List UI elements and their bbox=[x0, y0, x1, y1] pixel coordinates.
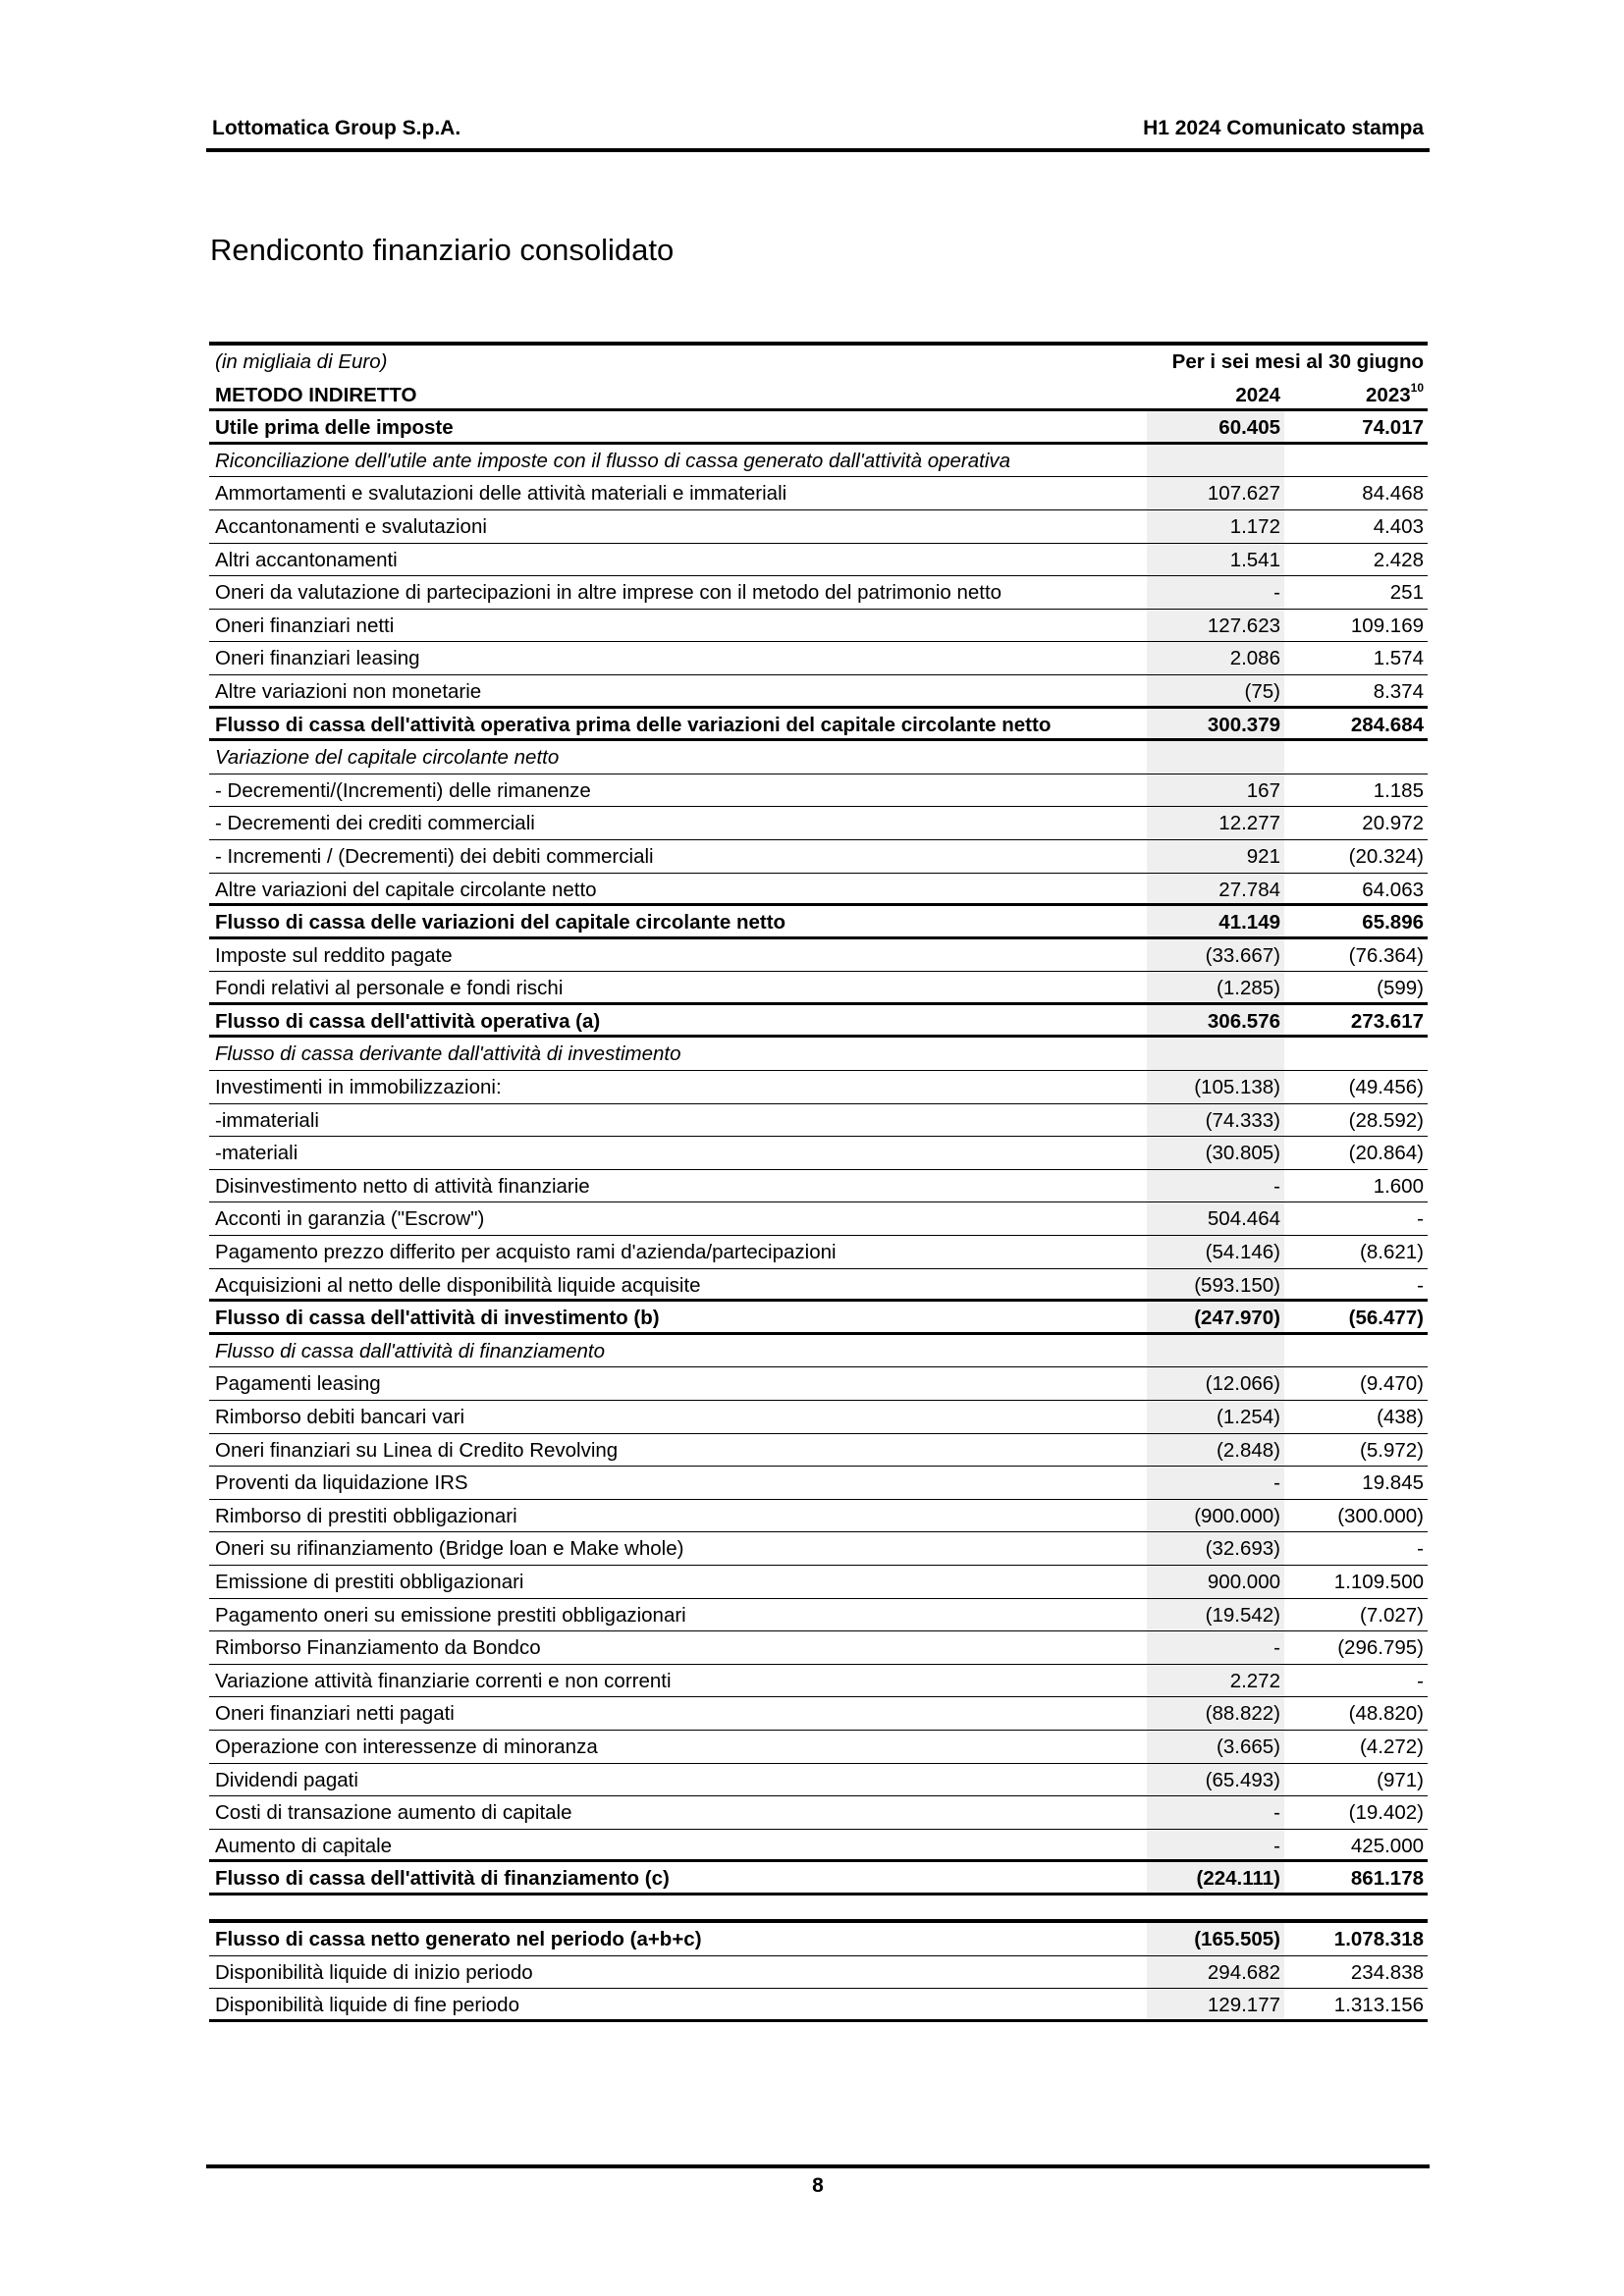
table-row bbox=[209, 1566, 1428, 1599]
value-2024: - bbox=[1147, 1170, 1284, 1202]
value-2023: 74.017 bbox=[1362, 416, 1424, 440]
value-2023: (971) bbox=[1377, 1768, 1424, 1791]
table-row bbox=[209, 1170, 1428, 1203]
value-2024: (30.805) bbox=[1147, 1137, 1284, 1169]
table-row bbox=[209, 1862, 1428, 1896]
row-label: Disponibilità liquide di fine periodo bbox=[215, 1994, 519, 2017]
table-row bbox=[209, 1830, 1428, 1863]
value-2023: 234.838 bbox=[1350, 1960, 1424, 1984]
table-row bbox=[209, 1500, 1428, 1533]
row-label: Variazione attività finanziarie correnti e non correnti bbox=[215, 1669, 672, 1692]
value-2023: (19.402) bbox=[1348, 1801, 1424, 1825]
value-2023: - bbox=[1417, 1669, 1424, 1692]
value-2024 bbox=[1147, 1038, 1284, 1070]
table-row bbox=[209, 1038, 1428, 1071]
value-2024: (88.822) bbox=[1147, 1697, 1284, 1730]
value-2023: (20.324) bbox=[1348, 844, 1424, 868]
value-2024: - bbox=[1147, 1467, 1284, 1499]
value-2023: 425.000 bbox=[1350, 1834, 1424, 1857]
table-row bbox=[209, 1302, 1428, 1335]
value-2024: 2.272 bbox=[1147, 1665, 1284, 1697]
row-label: Flusso di cassa dell'attività di investimento (b) bbox=[215, 1307, 660, 1330]
value-2024: (165.505) bbox=[1147, 1923, 1284, 1955]
value-2023: 109.169 bbox=[1350, 614, 1424, 637]
row-label: Ammortamenti e svalutazioni delle attività materiali e immateriali bbox=[215, 482, 787, 506]
value-2024: (593.150) bbox=[1147, 1269, 1284, 1300]
value-2023: (49.456) bbox=[1348, 1076, 1424, 1099]
table-row bbox=[209, 972, 1428, 1005]
column-2023-header bbox=[1286, 379, 1428, 409]
value-2024: 129.177 bbox=[1147, 1989, 1284, 2019]
table-row bbox=[209, 709, 1428, 742]
table-row bbox=[209, 1731, 1428, 1764]
table-row bbox=[209, 1071, 1428, 1104]
value-2023: 84.468 bbox=[1362, 482, 1424, 506]
value-2023: (48.820) bbox=[1348, 1702, 1424, 1726]
unit-label: (in migliaia di Euro) bbox=[215, 350, 388, 373]
value-2023: (599) bbox=[1377, 977, 1424, 1000]
value-2023 bbox=[1286, 1335, 1428, 1367]
value-2023: 1.600 bbox=[1373, 1174, 1424, 1198]
row-label: Aumento di capitale bbox=[215, 1834, 393, 1857]
value-2024: 2.086 bbox=[1147, 642, 1284, 674]
value-2024: (75) bbox=[1147, 675, 1284, 706]
value-2023: (9.470) bbox=[1360, 1372, 1424, 1396]
value-2024: 900.000 bbox=[1147, 1566, 1284, 1598]
value-2023: 1.313.156 bbox=[1333, 1994, 1424, 2017]
value-2024: 167 bbox=[1147, 774, 1284, 807]
value-2024: (3.665) bbox=[1147, 1731, 1284, 1763]
row-label: Flusso di cassa derivante dall'attività di investimento bbox=[215, 1042, 681, 1066]
row-label: Pagamenti leasing bbox=[215, 1372, 381, 1396]
value-2024: 294.682 bbox=[1147, 1956, 1284, 1989]
value-2024: (54.146) bbox=[1147, 1236, 1284, 1268]
value-2023: (438) bbox=[1377, 1406, 1424, 1428]
value-2024: 300.379 bbox=[1147, 709, 1284, 739]
value-2023: 1.078.318 bbox=[1333, 1927, 1424, 1950]
table-header-row-2 bbox=[209, 379, 1428, 412]
value-2023: 20.972 bbox=[1362, 812, 1424, 835]
row-label: Oneri finanziari su Linea di Credito Revolving bbox=[215, 1438, 619, 1462]
value-2023: 65.896 bbox=[1362, 911, 1424, 934]
row-label: Oneri da valutazione di partecipazioni in altre imprese con il metodo del patrimonio netto bbox=[215, 581, 1002, 605]
value-2023: (8.621) bbox=[1360, 1241, 1424, 1264]
table-row bbox=[209, 1665, 1428, 1698]
value-2023: (296.795) bbox=[1337, 1636, 1424, 1660]
row-label: Investimenti in immobilizzazioni: bbox=[215, 1076, 502, 1099]
row-label: Proventi da liquidazione IRS bbox=[215, 1471, 468, 1495]
value-2024: (12.066) bbox=[1147, 1367, 1284, 1400]
page-header bbox=[209, 116, 1427, 149]
table-row bbox=[209, 807, 1428, 840]
cash-flow-table bbox=[209, 342, 1428, 2022]
value-2024: 41.149 bbox=[1147, 906, 1284, 936]
summary-body bbox=[209, 1923, 1428, 2022]
row-label: Acquisizioni al netto delle disponibilità liquide acquisite bbox=[215, 1273, 701, 1297]
table-header-row-1 bbox=[209, 346, 1428, 379]
table-row bbox=[209, 1434, 1428, 1468]
row-label: Pagamento oneri su emissione prestiti obbligazionari bbox=[215, 1603, 686, 1627]
table-row bbox=[209, 939, 1428, 973]
value-2023: 1.109.500 bbox=[1333, 1570, 1424, 1593]
table-row bbox=[209, 1335, 1428, 1368]
footer-rule bbox=[206, 2164, 1430, 2168]
value-2023: - bbox=[1417, 1207, 1424, 1231]
value-2023: 251 bbox=[1389, 581, 1424, 605]
value-2024: 127.623 bbox=[1147, 610, 1284, 642]
value-2024: 921 bbox=[1147, 840, 1284, 873]
row-label: Fondi relativi al personale e fondi rischi bbox=[215, 977, 564, 1000]
value-2024: (65.493) bbox=[1147, 1764, 1284, 1796]
row-label: -immateriali bbox=[215, 1108, 319, 1132]
value-2023: (28.592) bbox=[1348, 1108, 1424, 1132]
value-2024: 60.405 bbox=[1147, 411, 1284, 442]
column-2024-header: 2024 bbox=[1235, 383, 1280, 406]
table-row bbox=[209, 1137, 1428, 1170]
row-label: Flusso di cassa dell'attività di finanziamento (c) bbox=[215, 1867, 670, 1891]
value-2024: (74.333) bbox=[1147, 1104, 1284, 1137]
row-label: Flusso di cassa delle variazioni del capitale circolante netto bbox=[215, 911, 786, 934]
value-2023: 1.185 bbox=[1373, 778, 1424, 802]
value-2023 bbox=[1286, 445, 1428, 477]
row-label: Disponibilità liquide di inizio periodo bbox=[215, 1960, 533, 1984]
value-2023: (5.972) bbox=[1360, 1438, 1424, 1462]
row-label: Oneri su rifinanziamento (Bridge loan e Make whole) bbox=[215, 1537, 684, 1561]
row-label: Altri accantonamenti bbox=[215, 548, 398, 571]
table-row bbox=[209, 1367, 1428, 1401]
value-2023: (76.364) bbox=[1348, 943, 1424, 967]
value-2024: (32.693) bbox=[1147, 1532, 1284, 1565]
row-label: Operazione con interessenze di minoranza bbox=[215, 1735, 598, 1758]
row-label: Acconti in garanzia ("Escrow") bbox=[215, 1207, 485, 1231]
value-2024: 306.576 bbox=[1147, 1005, 1284, 1036]
row-label: Riconciliazione dell'utile ante imposte con il flusso di cassa generato dall'attività operativa bbox=[215, 449, 1011, 472]
table-row bbox=[209, 510, 1428, 544]
value-2023: 284.684 bbox=[1350, 713, 1424, 736]
row-label: Variazione del capitale circolante netto bbox=[215, 746, 560, 770]
value-2023: (7.027) bbox=[1360, 1603, 1424, 1627]
value-2023: 2.428 bbox=[1373, 548, 1424, 571]
value-2023: - bbox=[1417, 1273, 1424, 1297]
row-label: Flusso di cassa dell'attività operativa (a) bbox=[215, 1009, 601, 1033]
table-row bbox=[209, 1005, 1428, 1039]
table-row bbox=[209, 1796, 1428, 1830]
table-row bbox=[209, 642, 1428, 675]
row-label: - Incrementi / (Decrementi) dei debiti commerciali bbox=[215, 844, 654, 868]
method-label: METODO INDIRETTO bbox=[215, 383, 417, 406]
value-2024: 107.627 bbox=[1147, 477, 1284, 509]
page-title: Rendiconto finanziario consolidato bbox=[210, 233, 675, 267]
row-label: Rimborso debiti bancari vari bbox=[215, 1406, 465, 1428]
table-row bbox=[209, 1631, 1428, 1665]
row-label: Emissione di prestiti obbligazionari bbox=[215, 1570, 524, 1593]
row-label: Flusso di cassa netto generato nel periodo (a+b+c) bbox=[215, 1927, 702, 1950]
row-label: -materiali bbox=[215, 1142, 298, 1165]
table-row bbox=[209, 1401, 1428, 1434]
value-2023: (4.272) bbox=[1360, 1735, 1424, 1758]
value-2023: (300.000) bbox=[1337, 1504, 1424, 1527]
table-row bbox=[209, 544, 1428, 577]
table-row bbox=[209, 1923, 1428, 1956]
row-label: Oneri finanziari leasing bbox=[215, 647, 420, 670]
table-row bbox=[209, 1202, 1428, 1236]
table-row bbox=[209, 1989, 1428, 2022]
value-2024: 27.784 bbox=[1147, 874, 1284, 904]
row-label: Costi di transazione aumento di capitale bbox=[215, 1801, 572, 1825]
value-2024: (224.111) bbox=[1147, 1862, 1284, 1893]
row-label: Altre variazioni non monetarie bbox=[215, 679, 482, 703]
table-spacer bbox=[209, 1896, 1428, 1919]
value-2024: (1.285) bbox=[1147, 972, 1284, 1002]
value-2024: - bbox=[1147, 1796, 1284, 1829]
row-label: Accantonamenti e svalutazioni bbox=[215, 514, 487, 538]
value-2024: 1.541 bbox=[1147, 544, 1284, 576]
value-2024: (33.667) bbox=[1147, 939, 1284, 972]
row-label: Disinvestimento netto di attività finanziarie bbox=[215, 1174, 590, 1198]
table-row bbox=[209, 1697, 1428, 1731]
table-row bbox=[209, 906, 1428, 939]
row-label: Oneri finanziari netti pagati bbox=[215, 1702, 455, 1726]
column-2023-year: 2023 bbox=[1366, 383, 1411, 406]
value-2023: 64.063 bbox=[1362, 878, 1424, 901]
value-2023: 1.574 bbox=[1373, 647, 1424, 670]
value-2023 bbox=[1286, 1038, 1428, 1070]
row-label: Pagamento prezzo differito per acquisto rami d'azienda/partecipazioni bbox=[215, 1241, 837, 1264]
value-2024: (1.254) bbox=[1147, 1401, 1284, 1433]
row-label: Oneri finanziari netti bbox=[215, 614, 395, 637]
table-row bbox=[209, 610, 1428, 643]
document-title: H1 2024 Comunicato stampa bbox=[1143, 117, 1424, 139]
value-2024: - bbox=[1147, 1631, 1284, 1664]
value-2024: 12.277 bbox=[1147, 807, 1284, 839]
value-2024 bbox=[1147, 741, 1284, 774]
value-2023: 273.617 bbox=[1350, 1009, 1424, 1033]
table-row bbox=[209, 1236, 1428, 1269]
table-row bbox=[209, 1269, 1428, 1303]
row-label: Imposte sul reddito pagate bbox=[215, 943, 453, 967]
value-2023: 8.374 bbox=[1373, 679, 1424, 703]
table-row bbox=[209, 741, 1428, 774]
value-2024: - bbox=[1147, 576, 1284, 609]
row-label: - Decrementi dei crediti commerciali bbox=[215, 812, 535, 835]
value-2024 bbox=[1147, 445, 1284, 477]
page-number: 8 bbox=[812, 2174, 824, 2197]
value-2023: 861.178 bbox=[1350, 1867, 1424, 1891]
table-row bbox=[209, 1532, 1428, 1566]
value-2024 bbox=[1147, 1335, 1284, 1367]
table-row bbox=[209, 576, 1428, 610]
row-label: Utile prima delle imposte bbox=[215, 416, 454, 440]
company-name: Lottomatica Group S.p.A. bbox=[212, 117, 461, 139]
value-2024: 1.172 bbox=[1147, 510, 1284, 543]
footnote-marker: 10 bbox=[1410, 380, 1424, 395]
row-label: Altre variazioni del capitale circolante netto bbox=[215, 878, 597, 901]
table-row bbox=[209, 1467, 1428, 1500]
value-2024: (19.542) bbox=[1147, 1599, 1284, 1631]
value-2024: (247.970) bbox=[1147, 1302, 1284, 1332]
table-row bbox=[209, 1956, 1428, 1990]
row-label: Rimborso di prestiti obbligazionari bbox=[215, 1504, 517, 1527]
row-label: Dividendi pagati bbox=[215, 1768, 358, 1791]
row-label: Flusso di cassa dell'attività operativa prima delle variazioni del capitale circolante netto bbox=[215, 713, 1052, 736]
value-2023: - bbox=[1417, 1537, 1424, 1561]
value-2023: 4.403 bbox=[1373, 514, 1424, 538]
table-row bbox=[209, 1104, 1428, 1138]
table-row bbox=[209, 874, 1428, 907]
value-2024: 504.464 bbox=[1147, 1202, 1284, 1235]
value-2024: (900.000) bbox=[1147, 1500, 1284, 1532]
row-label: Rimborso Finanziamento da Bondco bbox=[215, 1636, 541, 1660]
table-row bbox=[209, 1764, 1428, 1797]
table-row bbox=[209, 477, 1428, 510]
value-2023 bbox=[1286, 741, 1428, 774]
value-2024: (105.138) bbox=[1147, 1071, 1284, 1103]
table-row bbox=[209, 675, 1428, 709]
value-2023: (20.864) bbox=[1348, 1142, 1424, 1165]
value-2023: 19.845 bbox=[1362, 1471, 1424, 1495]
table-row bbox=[209, 840, 1428, 874]
table-row bbox=[209, 1599, 1428, 1632]
table-body bbox=[209, 411, 1428, 1896]
header-rule bbox=[206, 148, 1430, 152]
table-row bbox=[209, 774, 1428, 808]
value-2023: (56.477) bbox=[1348, 1307, 1424, 1330]
value-2024: (2.848) bbox=[1147, 1434, 1284, 1467]
value-2024: - bbox=[1147, 1830, 1284, 1860]
period-heading: Per i sei mesi al 30 giugno bbox=[1171, 350, 1424, 373]
row-label: Flusso di cassa dall'attività di finanziamento bbox=[215, 1339, 606, 1362]
row-label: - Decrementi/(Incrementi) delle rimanenze bbox=[215, 778, 591, 802]
table-row bbox=[209, 445, 1428, 478]
table-row bbox=[209, 411, 1428, 445]
